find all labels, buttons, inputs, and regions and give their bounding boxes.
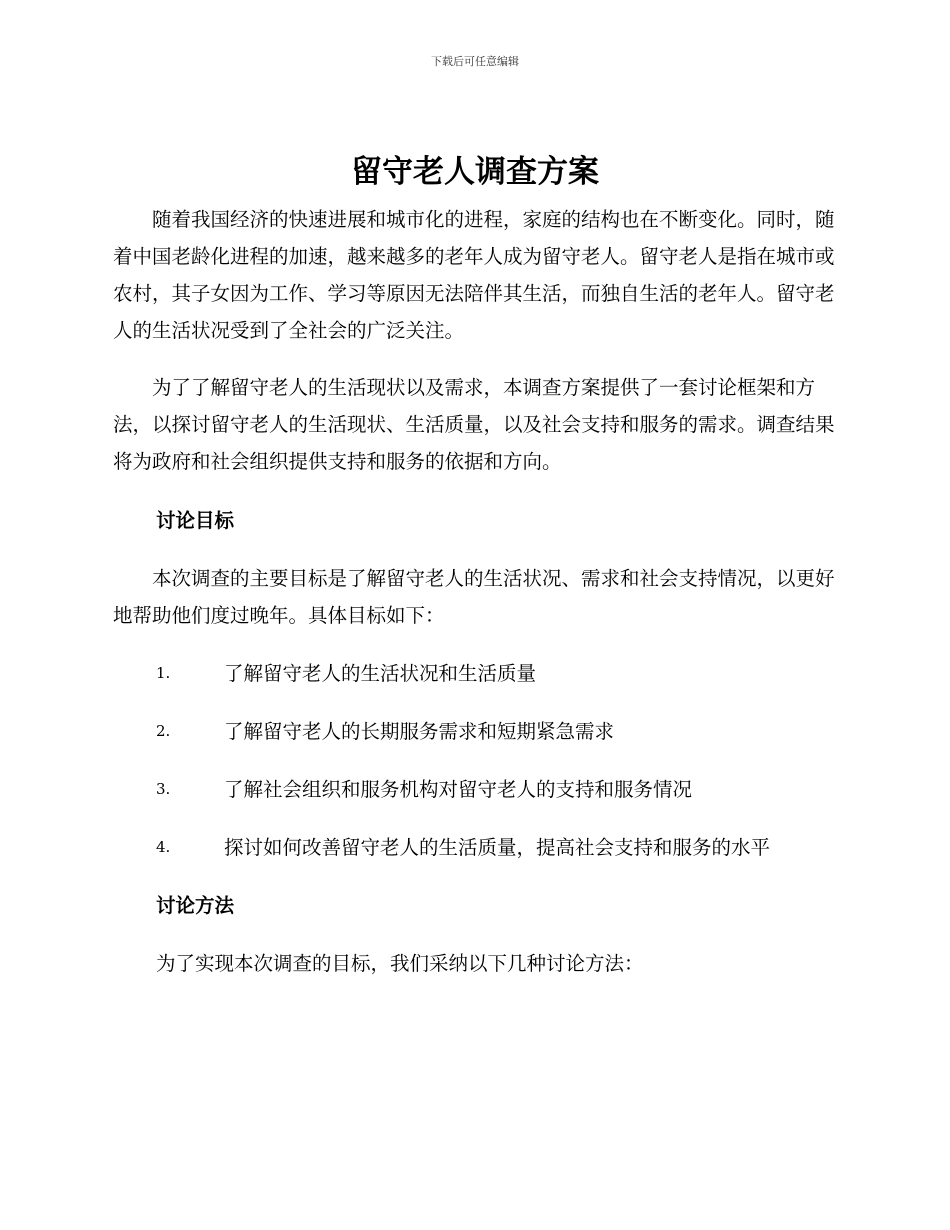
document-body xyxy=(113,201,837,982)
intro-paragraph: 随着我国经济的快速进展和城市化的进程，家庭的结构也在不断变化。同时，随着中国老龄化进程的加速，越来越多的老年人成为留守老人。留守老人是指在城市或农村，其子女因为工作、学习等原因无法陪伴其生活，而独自生活的老年人。留守老人的生活状况受到了全社会的广泛关注。 xyxy=(113,208,835,342)
list-item xyxy=(113,771,837,808)
methods-intro-paragraph: 为了实现本次调查的目标，我们采纳以下几种讨论方法： xyxy=(156,952,644,975)
list-item-number: 1. xyxy=(156,664,171,682)
list-item-number: 2. xyxy=(156,722,171,740)
document-title: 留守老人调查方案 xyxy=(351,154,599,190)
list-item-text: 了解留守老人的长期服务需求和短期紧急需求 xyxy=(224,720,615,743)
goals-list xyxy=(113,655,837,866)
header-note: 下载后可任意编辑 xyxy=(431,55,519,68)
section-heading-goals: 讨论目标 xyxy=(156,509,235,532)
list-item xyxy=(113,655,837,692)
list-item-number: 4. xyxy=(156,838,171,856)
list-item xyxy=(113,713,837,750)
list-item-number: 3. xyxy=(156,780,171,798)
purpose-paragraph: 为了了解留守老人的生活现状以及需求，本调查方案提供了一套讨论框架和方法，以探讨留守老人的生活现状、生活质量，以及社会支持和服务的需求。调查结果将为政府和社会组织提供支持和服务的依据和方向。 xyxy=(113,376,835,473)
list-item xyxy=(113,829,837,866)
section-heading-methods: 讨论方法 xyxy=(156,894,235,917)
list-item-text: 了解社会组织和服务机构对留守老人的支持和服务情况 xyxy=(224,778,693,801)
list-item-text: 探讨如何改善留守老人的生活质量，提高社会支持和服务的水平 xyxy=(224,836,771,859)
list-item-text: 了解留守老人的生活状况和生活质量 xyxy=(224,662,537,685)
goals-intro-paragraph: 本次调查的主要目标是了解留守老人的生活状况、需求和社会支持情况，以更好地帮助他们度过晚年。具体目标如下： xyxy=(113,567,835,627)
